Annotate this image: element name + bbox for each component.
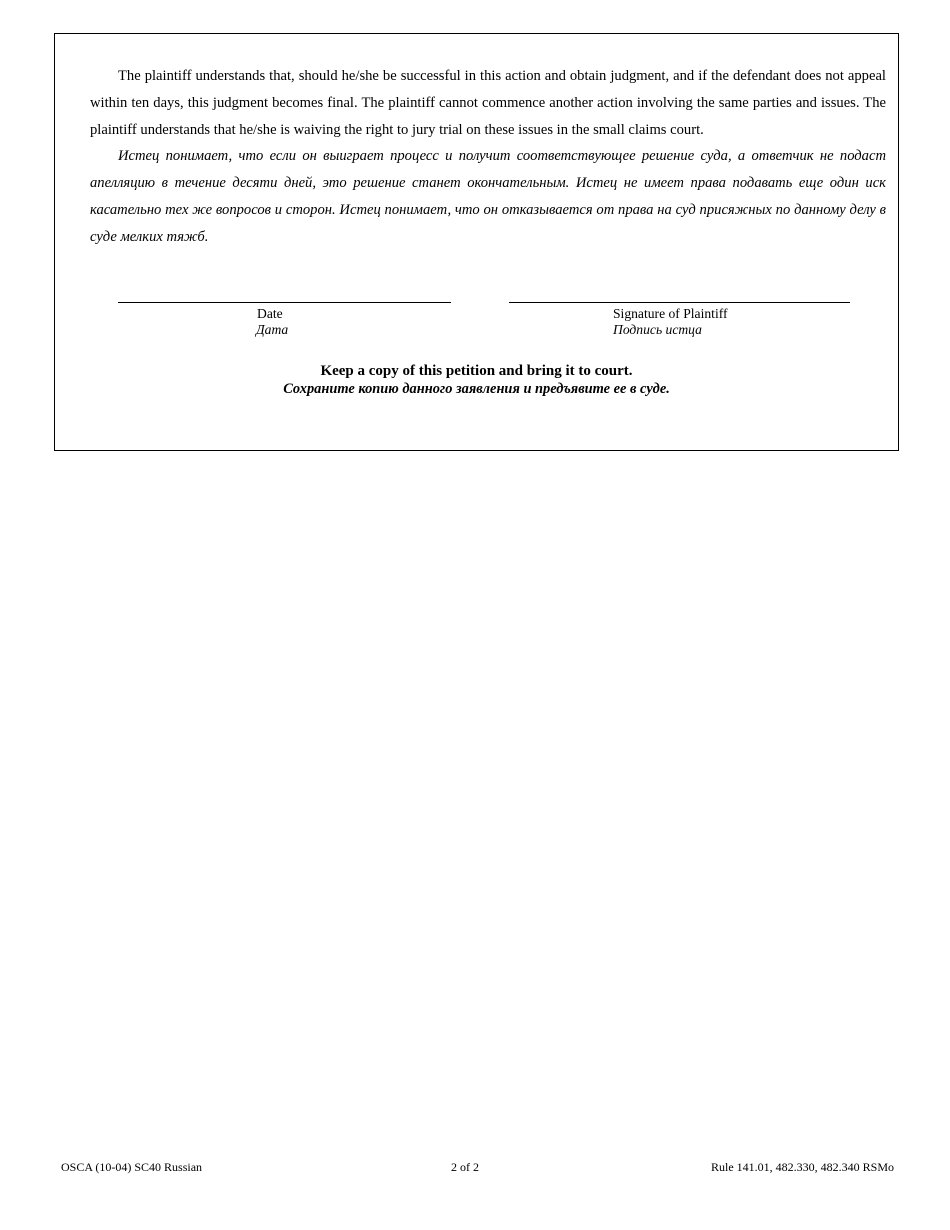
date-signature-line[interactable] [118, 302, 451, 303]
footer-rule-reference: Rule 141.01, 482.330, 482.340 RSMo [710, 1160, 894, 1174]
footer-page-number: 2 of 2 [451, 1160, 479, 1174]
plaintiff-signature-line[interactable] [509, 302, 850, 303]
plaintiff-signature-label-russian: Подпись истца [613, 322, 702, 337]
plaintiff-signature-label-english: Signature of Plaintiff [613, 306, 728, 321]
petition-form-box [54, 33, 899, 451]
date-label-english: Date [257, 306, 283, 321]
footer-form-id: OSCA (10-04) SC40 Russian [61, 1160, 203, 1174]
statement-russian: Истец понимает, что если он выиграет процесс и получит соответствующее решение суда, а ответчик не подаст апелляцию в течение десяти дней, это решение станет окончательным. Истец не имеет права подавать еще один иск касательно тех же вопросов и сторон. Истец понимает, что он отказывается от права на суд присяжных по данному делу в суде мелких тяжб. [90, 148, 886, 245]
keep-copy-notice-russian: Сохраните копию данного заявления и предъявите ее в суде. [283, 381, 670, 397]
statement-english: The plaintiff understands that, should he/she be successful in this action and obtain judgment, and if the defendant does not appeal within ten days, this judgment becomes final. The plaintiff cannot commence another action involving the same parties and issues. The plaintiff understands that he/she is waiving the right to jury trial on these issues in the small claims court. [90, 68, 886, 138]
date-label-russian: Дата [256, 322, 289, 337]
keep-copy-notice-english: Keep a copy of this petition and bring it to court. [320, 363, 633, 379]
